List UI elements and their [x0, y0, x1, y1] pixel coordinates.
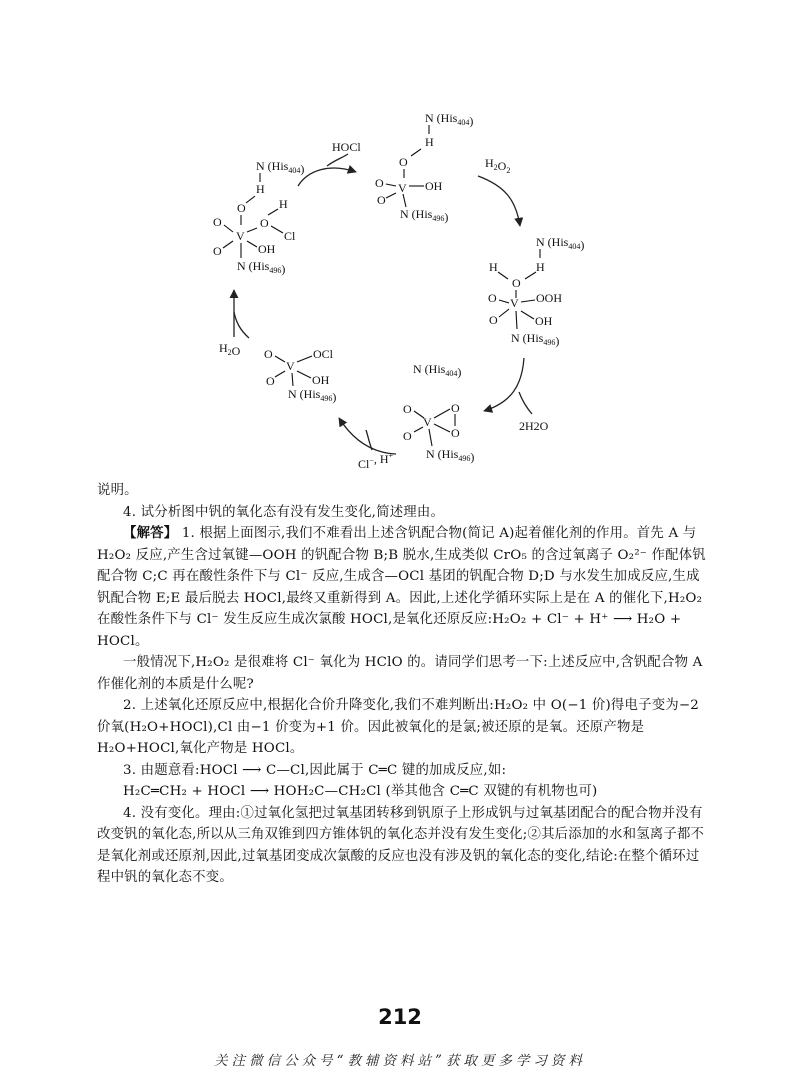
label-o: O [375, 176, 384, 190]
label-h: H [425, 135, 434, 149]
arrow-water-branch-left [234, 312, 249, 338]
complex-d-lower-left [264, 347, 336, 404]
label-2h2o: 2H2O [519, 419, 549, 433]
label-v: V [236, 229, 245, 243]
label-o: O [260, 216, 269, 230]
arrow-hocl-branch [327, 154, 348, 166]
paragraph-think: 一般情况下,H₂O₂ 是很难将 Cl⁻ 氧化为 HClO 的。请同学们思考一下:上述反应中,含钒配合物 A 作催化剂的本质是什么呢? [97, 655, 703, 692]
paragraph-shuoming: 说明。 [97, 483, 138, 498]
label-oh: OH [425, 179, 443, 193]
label-his496: N (His$_{496}$) [426, 447, 475, 464]
answer-3: 3. 由题意看:HOCl ⟶ C—Cl,因此属于 C═C 键的加成反应,如: [123, 762, 507, 778]
label-o-peroxo: O [451, 401, 460, 415]
label-o: O [377, 193, 386, 207]
label-o: O [213, 244, 222, 258]
answer-2: 2. 上述氧化还原反应中,根据化合价升降变化,我们不难判断出:H₂O₂ 中 O(−1 价)得电子变为−2 价氧(H₂O+HOCl),Cl 由−1 价变为+1 价。因此被氧化的是氯;被还原的是氧。还原产物是 H₂O+HOCl,氧化产物是 HOCl。 [97, 698, 700, 756]
label-hocl-released: HOCl [332, 140, 361, 154]
complex-e-left [213, 159, 304, 276]
label-v: V [510, 296, 519, 310]
label-his404: N (His$_{404}$) [425, 111, 474, 128]
body-text [97, 480, 707, 889]
label-o: O [264, 347, 273, 361]
label-o: O [399, 155, 408, 169]
label-o-peroxo: O [451, 426, 460, 440]
label-h: H [256, 182, 265, 196]
label-his496: N (His$_{496}$) [511, 331, 560, 348]
answer-tag: 【解答】 [123, 525, 178, 541]
label-h2o2: $H_2O_2$ [485, 156, 511, 175]
label-oh: OH [258, 242, 276, 256]
label-v: V [423, 415, 432, 429]
answer-1 [97, 523, 707, 652]
page-number: 212 [378, 1005, 422, 1029]
complex-a-top [375, 111, 473, 224]
label-his404: N (His$_{404}$) [256, 159, 305, 176]
label-cl-h: Cl−, H+ [358, 451, 394, 471]
vanadium-catalytic-cycle-diagram [0, 0, 800, 480]
label-o: O [266, 374, 275, 388]
label-o: O [403, 402, 412, 416]
footer-note: 关注微信公众号“教辅资料站”获取更多学习资料 [214, 1053, 586, 1069]
arrow-hocl-release [298, 168, 356, 186]
equation-addition: H₂C═CH₂ + HOCl ⟶ HOH₂C—CH₂Cl (举其他含 C═C 双键的有机物也可) [123, 784, 598, 799]
answer-4: 4. 没有变化。理由:①过氧化氢把过氧基团转移到钒原子上形成钒与过氧基团配合的配合物并没有改变钒的氧化态,所以从三角双锥到四方锥体钒的氧化态并没有发生变化;②其后添加的水和氢离子都不是氧化剂或还原剂,因此,过氧基团变成次氯酸的反应也没有涉及钒的氧化态的变化,结论:在整个循环过程中钒的氧化态不变。 [97, 805, 705, 885]
label-o: O [489, 313, 498, 327]
label-his404: N (His$_{404}$) [413, 362, 462, 379]
label-o-water: O [512, 276, 521, 290]
label-ooh: OOH [536, 291, 562, 305]
complex-b-right [488, 235, 584, 348]
arrow-h2o2-addition [478, 176, 520, 226]
label-h: H [536, 260, 545, 274]
label-cl: Cl [284, 229, 296, 243]
label-h: H [279, 197, 288, 211]
label-his496: N (His$_{496}$) [288, 387, 337, 404]
label-oh: OH [312, 373, 330, 387]
label-his496: N (His$_{496}$) [400, 207, 449, 224]
label-ocl: OCl [313, 347, 334, 361]
complex-c-bottom [403, 362, 474, 464]
label-his404: N (His$_{404}$) [536, 235, 585, 252]
label-oh: OH [535, 314, 553, 328]
label-o: O [237, 201, 246, 215]
label-h: H [489, 260, 498, 274]
answer-1-text: 1. 根据上面图示,我们不难看出上述含钒配合物(简记 A)起着催化剂的作用。首先 A 与 H₂O₂ 反应,产生含过氧键—OOH 的钒配合物 B;B 脱水,生成类似 CrO₅ 的含过氧离子 O₂²⁻ 作配体钒配合物 C;C 再在酸性条件下与 Cl⁻ 反应,生成含—OCl 基团的钒配合物 D;D 与水发生加成反应,生成钒配合物 E;E 最后脱去 HOCl,最终又重新得到 A。因此,上述化学循环实际上是在 A 的催化下,H₂O₂ 在酸性条件下与 Cl⁻ 发生反应生成次氯酸 HOCl,是氧化还原反应:H₂O₂ + Cl⁻ + H⁺ ⟶ H₂O + HOCl。 [97, 526, 706, 649]
arrow-dehydration [484, 358, 524, 411]
label-v: V [398, 181, 407, 195]
label-o: O [488, 291, 497, 305]
arrow-water-branch [519, 392, 532, 414]
label-h2o: $H_2O$ [219, 341, 241, 358]
question-4: 4. 试分析图中钒的氧化态有没有发生变化,简述理由。 [123, 504, 445, 520]
label-v: V [286, 359, 295, 373]
label-o: O [213, 215, 222, 229]
label-his496: N (His$_{496}$) [237, 259, 286, 276]
label-o: O [403, 429, 412, 443]
